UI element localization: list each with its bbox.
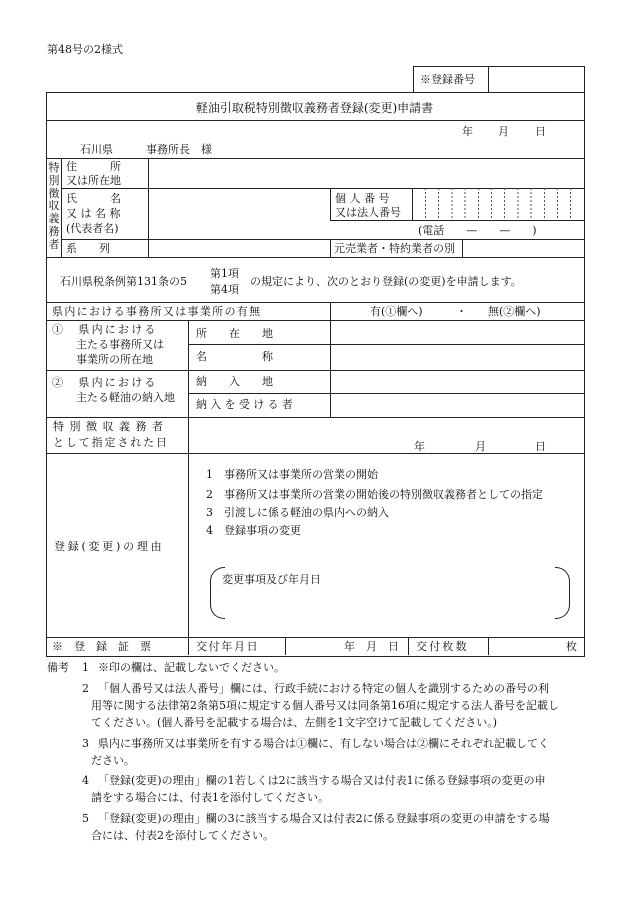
issue-count-unit: 枚: [566, 640, 577, 653]
affiliation-label: 系 列: [66, 242, 110, 255]
name-label-2: 又 は 名 称: [66, 207, 121, 220]
note-line: 合には、付表2を添付してください。: [91, 829, 274, 842]
notes-heading: 備考: [47, 661, 69, 674]
designated-day: 日: [535, 440, 546, 453]
note-number: 4: [82, 774, 89, 787]
presence-no[interactable]: 無(②欄へ): [488, 305, 541, 318]
issue-date-label: 交付年月日: [196, 640, 260, 653]
reason-item-1[interactable]: 1 事務所又は事業所の営業の開始: [206, 468, 378, 481]
presence-separator: ・: [456, 305, 467, 318]
id-number-label: 個 人 番 号: [335, 192, 390, 205]
section1-location-label: 所 在 地: [196, 327, 273, 340]
reason-label: 登録(変更)の理由: [54, 540, 165, 553]
addressee-office: 事務所長 様: [146, 143, 212, 156]
note-line: 請をする場合には、付表1を添付してください。: [91, 791, 329, 804]
note-line: ※印の欄は、記載しないでください。: [98, 661, 285, 674]
declaration-item4: 第4項: [210, 283, 239, 296]
note-line: 「登録(変更)の理由」欄の1若しくは2に該当する場合又は付表1に係る登録事項の変更の申: [98, 774, 546, 787]
note-line: てください。(個人番号を記載する場合は、左側を1文字空けて記載してください。): [91, 716, 498, 729]
note-line: ださい。: [91, 754, 135, 767]
form-number: 第48号の2様式: [47, 43, 123, 56]
note-number: 1: [82, 661, 89, 674]
name-label: 氏 名: [66, 192, 121, 205]
section1-name-label: 名 称: [196, 350, 273, 363]
reason-item-3[interactable]: 3 引渡しに係る軽油の県内への納入: [206, 506, 389, 519]
section2-label-2: 主たる軽油の納入地: [76, 391, 175, 404]
reason-item-2[interactable]: 2 事務所又は事業所の営業の開始後の特別徴収義務者としての指定: [206, 488, 543, 501]
certificate-label: ※ 登 録 証 票: [52, 640, 151, 653]
registration-number-label: ※登録番号: [420, 73, 475, 86]
date-month: 月: [498, 125, 509, 138]
designated-month: 月: [475, 440, 486, 453]
address-label: 住 所: [66, 160, 121, 173]
issue-date-value[interactable]: 年 月 日: [344, 640, 399, 653]
presence-label: 県内における事務所又は事業所の有無: [52, 305, 262, 318]
representative-label: (代表者名): [66, 222, 119, 235]
seller-type-label: 元売業者・特約業者の別: [334, 242, 455, 255]
designated-label-2: として指定された日: [53, 436, 169, 449]
section1-label-2: 主たる事務所又は: [76, 338, 164, 351]
section2-delivery-label: 納 入 地: [196, 375, 273, 388]
phone-label: (電話 — — ): [418, 224, 537, 237]
declaration-prefix: 石川県税条例第131条の5: [60, 275, 187, 288]
section1-label: ① 県内における: [52, 323, 158, 336]
address-label-2: 又は所在地: [66, 174, 121, 187]
section2-label: ② 県内における: [52, 376, 158, 389]
date-year: 年: [462, 125, 473, 138]
note-line: 県内に事務所又は事業所を有する場合は①欄に、有しない場合は②欄にそれぞれ記載してく: [98, 737, 549, 750]
note-line: 「個人番号又は法人番号」欄には、行政手続における特定の個人を識別するための番号の利: [98, 682, 549, 695]
designated-label: 特別徴収義務者: [53, 420, 169, 433]
note-line: 「登録(変更)の理由」欄の3に該当する場合又は付表2に係る登録事項の変更の申請をする場: [98, 812, 550, 825]
obligor-side-label: 特 別 徴 収 義 務 者: [48, 161, 60, 251]
note-number: 2: [82, 682, 89, 695]
id-number-label-2: 又は法人番号: [335, 206, 401, 219]
addressee-prefecture: 石川県: [80, 143, 113, 156]
declaration-item1: 第1項: [210, 267, 239, 280]
section2-recipient-label: 納入を受ける者: [196, 398, 297, 411]
declaration-suffix: の規定により、次のとおり登録(の変更)を申請します。: [250, 275, 522, 288]
presence-yes[interactable]: 有(①欄へ): [370, 305, 423, 318]
designated-year: 年: [414, 440, 425, 453]
note-number: 3: [82, 737, 89, 750]
section1-label-3: 事業所の所在地: [76, 353, 153, 366]
note-line: 用等に関する法律第2条第5項に規定する個人番号又は同条第16項に規定する法人番号を記載し: [91, 699, 559, 712]
issue-count-label: 交付枚数: [416, 640, 469, 653]
date-day: 日: [535, 125, 546, 138]
note-number: 5: [82, 812, 89, 825]
form-title: 軽油引取税特別徴収義務者登録(変更)申請書: [195, 101, 434, 115]
reason-item-4[interactable]: 4 登録事項の変更: [206, 524, 301, 537]
change-details-label: 変更事項及び年月日: [222, 573, 321, 586]
